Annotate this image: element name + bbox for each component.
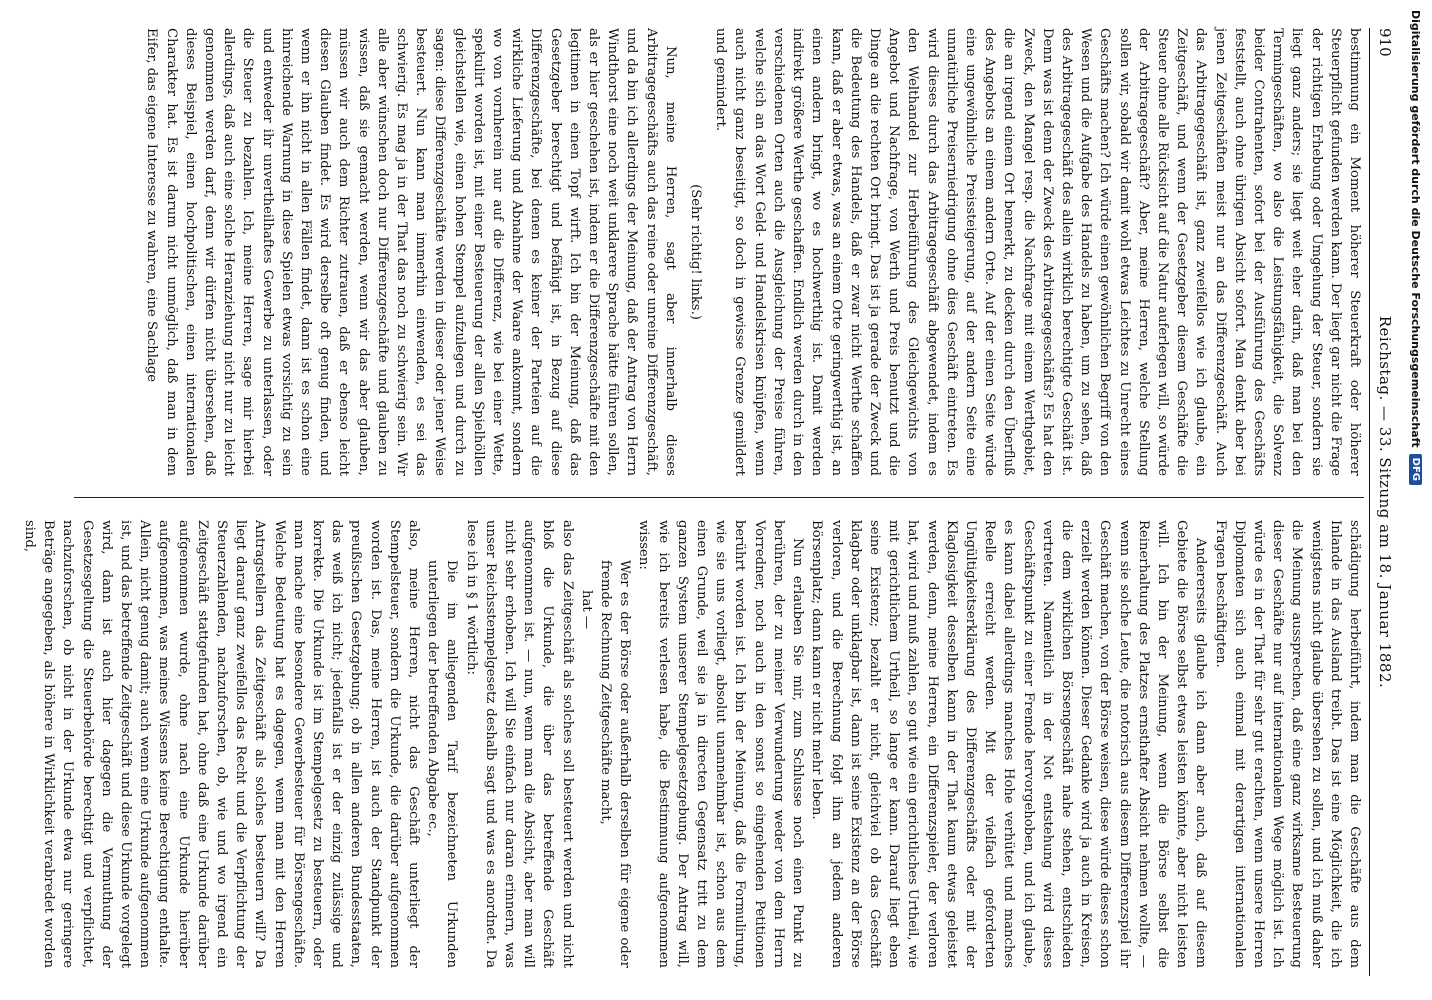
paragraph: Nun, meine Herren, sagt aber innerhalb dieses Arbitragegeschäfts auch das reine oder unreine Differenzgeschäft, und da bin ich allerdings der Meinung, daß der Antrag von Herrn Windthorst eine noch weit unklarere Sprache hätte führen sollen, als er hier geschehen ist, indem er die Differenzgeschäfte mit den legitimen in einen Topf wirft. Ich bin der Meinung, daß das Gesetzgeber berechtigt und befähigt ist, in Bezug auf diese Differenzgeschäfte, bei denen es keiner der Parteien auf die wirkliche Lieferung und Abnahme der Waare ankommt, sondern wo von vornherein nur auf die Differenz, wie bei einer Wette, spekulirt worden ist, mit einer Besteuerung der allen Spielhöllen gleichstellen wie, einen hohen Stempel aufzulegen und durch zu sagen: diese Differenzgeschäfte werden in dieser oder jener Weise besteuert. Nun kann man immerhin einwenden, es sei das schwierig. Es mag ja in der That das noch zu schwierig sein. Wir alle aber wünschen doch nur Differenzgeschäfte und glauben zu wissen, daß sie gemacht werden, wenn wir das aber glauben, müssen wir auch dem Richter zutrauen, daß er ebenso leicht diesen Glauben findet. Es wird derselbe oft genug finden, und wenn er ihn nicht in allen Fällen findet, dann ist es schon eine hinreichende Warnung in diese Spielen etwas vorsichtig zu sein und entweder ihr unvertheilhaftes Gewerbe zu unterlassen, oder die Steuer zu bezahlen. Ich, meine Herren, sage mir hierbei allerdings, daß auch eine solche Heranziehung nicht nur zu leicht genommen werden darf, denn wir dürfen nicht übersehen, daß dieses Beispiel, einen hochpolitischen, einen internationalen Charakter hat. Es ist darum nicht unmöglich, daß man in dem Eifer, das eigene Interesse zu wahren, eine Sachlage (144, 28, 678, 476)
paragraph: Andererseits glaube ich dann aber auch, daß auf diesem Gebiete die Börse selbst etwas leisten könnte, aber nicht leisten will. Ich bin der Meinung, wenn die Börse selbst die Reinerhaltung des Platzes ernsthafter Absicht nehmen wollte, — wenn sie solche Leute, die notorisch aus diesem Differenzspiel ihr Geschäft machen, von der Börse weisen, diese würde dieses schon erzielt werden können. Dieser Gedanke wird ja auch in Kreisen, die dem wirklichen Börsengeschäft nahe stehen, entschieden vertreten. Namentlich in der Not entstehung wird dieses Geschäftspunkt zu einer Fremde hervorgehoben, und ich glaube, es kann dabei allerdings manches Hohe verhütet und manches Reelle erreicht werden. Mit der vielfach geforderten Ungültigkeitserklärung des Differenzgeschäfts oder mit der Klaglosigkeit desselben kann in der That kaum etwas geleistet werden, denn, meine Herren, ein Differenzspieler, der verloren hat, wird und muß zahlen, so gut wie ein gerichtliches Urtheil, wie mit gerichtlichem Urtheil, so lange er kann. Darauf liegt eben seine Existenz; bezahlt er nicht, gleichviel ob das Geschäft klagbar oder unklagbar ist, dann ist seine Existenz an der Börse verloren, und die Berechnung folgt ihm an jedem anderen Börsenplatz; dann kann er nicht mehr leben. (809, 520, 1209, 969)
right-column (21, 520, 1364, 969)
paragraph: bestimmung ein Moment höherer Steuerkraft oder höherer Steuerpflicht gefunden werden kann. Der liegt gar nicht die Frage der richtigen Erhebung oder Umgehung der Steuer, sondern sie liegt ganz anders; sie liegt weit eher darin, daß man bei den Termingeschäften, wo also die Leistungsfähigkeit, die Solvenz beider Contrahenten, sofort bei der Ausführung des Geschäfts feststellt, auch ohne übrigen Absicht sofort. Man denkt aber bei jenen Zeitgeschäften meist nur an das Differenzgeschäft. Auch das Arbitragegeschäft ist, ganz zweifellos wie ich glaube, ein Zeitgeschäft, und wenn der Gesetzgeber diesem Geschäfte die Steuer ohne alle Rücksicht auf die Natur auferlegen will, so würde der Arbitragegeschäft? Aber, meine Herren, welche Stellung sollen wir, sobald wir damit wohl etwas Leichtes zu Unrecht eines Geschäfts machen? Ich würde einen gewöhnlichen Begriff von den Wesen und die Aufgabe des Handels zu haben, um zu sehen, daß des Arbitragegeschäft des allein wirklich berechtigte Geschäft ist. Denn was ist denn der Zweck des Arbitragegeschäfts? Es hat den Zweck, den Mangel resp. die Nachfrage mit einem Werthgebiet, die an irgend einem Ort bemerkt, zu decken durch den Überfluß des Angebots an einem andern Orte. Auf der einen Seite würde eine ungewöhnliche Preissteigerung, auf der andern Seite eine unnatürliche Preiserniedrigung ohne dies Geschäft eintreten. Es wird dieses durch das Arbitragegeschäft abgewendet, indem es den Welthandel zur Herbeiführung des Gleichgewichts von Angebot und Nachfrage, von Werth und Preis benutzt und die Dinge an die rechten Ort bringt. Das ist ja gerade der Zweck und die Bedeutung des Handels, daß er zwar nicht Werthe schaffen kann, daß er aber etwas, was an einem Orte geringwerthig ist, an einen andern bringt, wo es hochwerthig ist. Damit werden indirekt größere Werthe geschaffen. Endlich werden durch in den verschiedenen Orten auch die Ausgleichung der Preise führen, welche sich an das Wort Geld- und Handelskrisen knüpfen, wenn auch nicht ganz beseitigt, so doch in gewisse Grenze gemildert und gemindert. (713, 28, 1362, 476)
paragraph: schädigung herbeiführt, indem man die Geschäfte aus dem Inlande in das Ausland treibt. Das ist eine Möglichkeit, die ich wenigstens nicht glaube übersehen zu sollen, und ich muß daher die Meinung aussprechen, daß eine ganz wirksame Besteuerung dieser Geschäfte nur auf internationalem Wege möglich ist. Ich würde es in der That für sehr gut erachten, wenn unsere Herren Diplomaten sich auch einmal mit derartigen internationalen Fragen beschäftigten. (1212, 520, 1362, 968)
page-number: 910 (1376, 28, 1394, 57)
document-page (16, 0, 1416, 1000)
dfg-watermark (1404, 10, 1428, 970)
paragraph: also, meine Herren, nicht das Geschäft unterliegt der Stempelsteuer, sondern die Urkunde, die darüber aufgenommen worden ist. Das, meine Herren, ist auch der Standpunkt der preußischen Gesetzgebung; ob in allen anderen Bundesstaaten, das weiß ich nicht; jedenfalls ist er der einzig zulässige und korrekte. Die Urkunde ist im Stempelgesetz zu besteuern, oder man mache eine besondere Gewerbesteuer für Börsengeschäfte. Welche Bedeutung hat es dagegen, wenn man mit den Herren Antragstellern das Zeitgeschäft als solches besteuern will? Da liegt darauf ganz zweifellos das Recht und die Verpflichtung der Steuerzahlenden, nachzuforschen, ob, wie und wo irgend ein Zeitgeschäft stattgefunden hat, ohne daß eine Urkunde darüber aufgenommen wurde, ohne nach eine Urkunde hierüber aufgenommen, was meines Wissens keine Berechtigung enthalte. Allein, nicht genug damit; auch wenn eine Urkunde aufgenommen ist, und das betreffende Zeitgeschäft und diese Urkunde vorgelegt wird, dann ist auch hier dagegen die Vermuthung der Gesetzesgeltung die Steuerbehörde berechtigt und verpflichtet, nachzuforschen, ob nicht in der Urkunde etwa nur geringere Beträge angegeben, als höhere in Wirklichkeit verabredet worden sind, (21, 520, 422, 968)
quote-line: Wer es der Börse oder außerhalb derselben für eigene oder fremde Rechnung Zeitgeschäfte macht, (598, 560, 633, 968)
dfg-logo: DFG (1410, 454, 1423, 485)
page-header (1372, 28, 1394, 976)
watermark-text: Digitalisierung gefördert durch die Deutsche Forschungsgemeinschaft (1409, 10, 1423, 448)
quote-line: hat — (578, 590, 594, 630)
paragraph: Nun erlauben Sie mir, zum Schlusse noch einen Punkt zu berühren, der zu meiner Verwunderung weder von dem Herrn Vorredner, noch auch in den sonst so eingehenden Petitionen berührt worden ist. Ich bin der Meinung, daß die Formulirung, wie sie uns vorliegt, absolut unannehmbar ist, schon aus dem einen Grunde, weil sie ja in directen Gegensatz tritt zu dem ganzen System unserer Stempelgesetzgebung. Der Antrag will, wie ich bereits verlesen habe, die Bestimmung aufgenommen wissen: (636, 520, 806, 968)
interjection: (Sehr richtig! links.) (688, 184, 704, 320)
paragraph: also das Zeitgeschäft als solches soll besteuert werden und nicht bloß die Urkunde, die über das betreffende Geschäft aufgenommen ist. — nun, wenn man die Absicht, aber man will nicht sehr erhoben. Ich will Sie einfach nur daran erinnern, was unser Reichsstempelgesetz deshalb sagt und was es anordnet. Da lese ich in § 1 wörtlich: (463, 520, 575, 968)
quote-line: Die im anliegenden Tarif bezeichneten Urkunden unterliegen der betreffenden Abgabe ec., (425, 560, 460, 968)
header-rule (1369, 28, 1370, 976)
column-divider (74, 497, 1364, 498)
running-title: Reichstag. — 33. Sitzung am 18. Januar 1882. (1376, 315, 1394, 689)
left-column (74, 28, 1364, 476)
